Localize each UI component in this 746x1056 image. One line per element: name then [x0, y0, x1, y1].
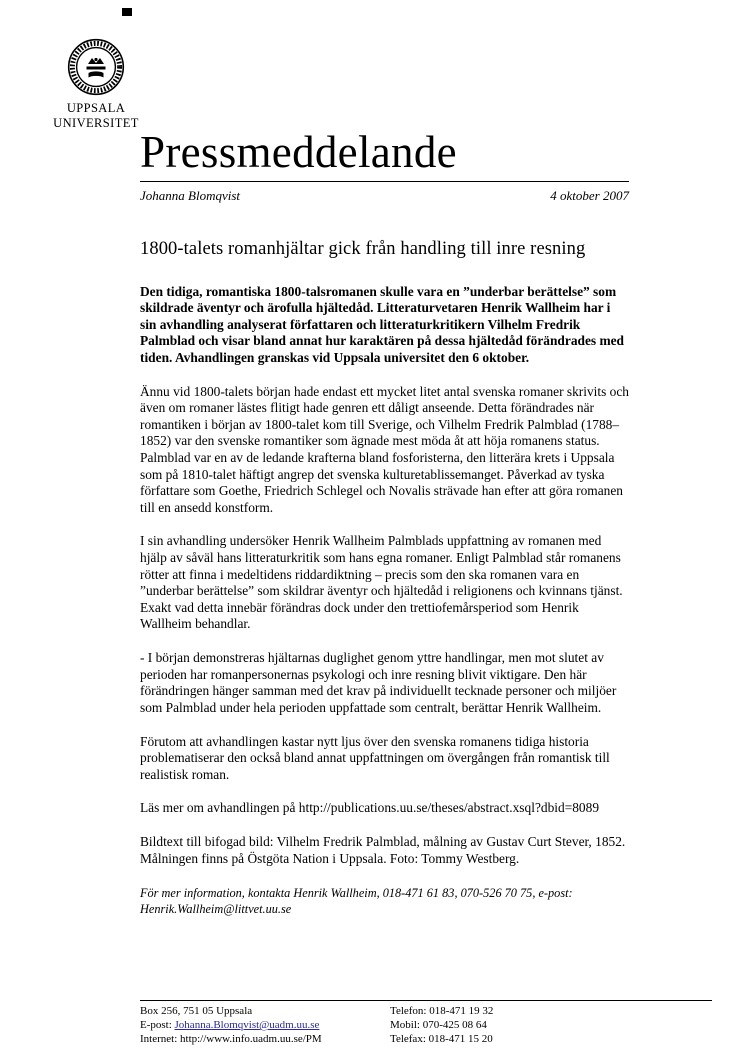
body-paragraph-2: I sin avhandling undersöker Henrik Wallheim Palmblads uppfattning av romanen med hjälp av såväl hans litteraturkritik som hans egna romaner. Enligt Palmblad står romanens rötter att finna i medeltidens riddardiktning – precis som den ska romanen vara en ”underbar berättelse” som skildrar äventyr och hjältedåd i religionens och kvinnans tjänst. Exakt vad detta innebär förändras dock under den trettiofemårsperiod som Henrik Wallheim behandlar.	[140, 533, 623, 632]
footer-mobile: Mobil: 070-425 08 64	[390, 1018, 487, 1031]
logo-wordmark-line1: UPPSALA	[66, 101, 126, 115]
image-caption-note: Bildtext till bifogad bild: Vilhelm Fredrik Palmblad, målning av Gustav Curt Stever, 1852. Målningen finns på Östgöta Nation i Uppsala. Foto: Tommy Westberg.	[140, 833, 626, 866]
body-paragraph-3: - I början demonstreras hjältarnas duglighet genom yttre handlingar, men mot slutet av perioden har romanpersonernas psykologi och inre resning blivit viktigare. Den här förändringen hänger samman med det krav på individuellt tecknade personer och miljöer som Palmblad under hela perioden uppfattade som centralt, berättar Henrik Wallheim.	[140, 650, 617, 715]
masthead-title: Pressmeddelande	[140, 127, 457, 177]
author-name: Johanna Blomqvist	[140, 187, 241, 203]
contact-info: För mer information, kontakta Henrik Wallheim, 018-471 61 83, 070-526 70 75, e-post: Henrik.Wallheim@littvet.uu.se	[140, 886, 573, 916]
footer-email-line	[140, 1019, 390, 1033]
byline	[140, 188, 629, 204]
header-rule	[140, 181, 629, 182]
footer-left-column	[140, 1005, 390, 1047]
logo-wordmark-line2: UNIVERSITET	[53, 115, 139, 130]
footer-internet: Internet: http://www.info.uadm.uu.se/PM	[140, 1032, 322, 1045]
footer-fax: Telefax: 018-471 15 20	[390, 1032, 493, 1045]
footer-address: Box 256, 751 05 Uppsala	[140, 1005, 253, 1017]
uppsala-university-seal-icon	[67, 38, 125, 96]
logo-wordmark	[38, 101, 154, 131]
footer-right-column	[390, 1005, 712, 1047]
document-body	[140, 128, 629, 918]
lead-paragraph: Den tidiga, romantiska 1800-talsromanen skulle vara en ”underbar berättelse” som skildrade äventyr och ärofulla hjältedåd. Litteraturvetaren Henrik Wallheim har i sin avhandling analyserat författaren och litteraturkritikern Vilhelm Fredrik Palmblad och visar bland annat hur karaktären på dessa hjältedåd förändrades med tiden. Avhandlingen granskas vid Uppsala universitet den 6 oktober.	[140, 283, 625, 365]
footer-phone: Telefon: 018-471 19 32	[390, 1005, 494, 1017]
print-registration-mark	[122, 8, 132, 16]
footer-email-label: E-post:	[140, 1018, 175, 1031]
body-paragraph-1: Ännu vid 1800-talets början hade endast ett mycket litet antal svenska romaner skrivits och även om romaner lästes flitigt hade genren ett dåligt anseende. Detta förändrades när romantiken i början av 1800-talet kom till Sverige, och Vilhelm Fredrik Palmblad (1788–1852) var den svenske romantiker som ägnade mest möda åt att höja romanens status. Palmblad var en av de ledande krafterna bland fosforisterna, den litterära krets i Uppsala som på 1810-talet häftigt angrep det svenska kulturetablissemanget. Påverkad av tyska författare som Goethe, Friedrich Schlegel och Novalis strävade han efter att göra romanen till en ansedd konstform.	[140, 383, 630, 515]
article-title: 1800-talets romanhjältar gick från handling till inre resning	[140, 238, 586, 259]
read-more-line: Läs mer om avhandlingen på http://publications.uu.se/theses/abstract.xsql?dbid=8089	[140, 800, 600, 816]
footer	[140, 1000, 712, 1047]
release-date: 4 oktober 2007	[550, 187, 629, 203]
university-logo	[38, 38, 154, 131]
body-paragraph-4: Förutom att avhandlingen kastar nytt ljus över den svenska romanens tidiga historia problematiserar den också bland annat uppfattningen om övergången från romantisk till realistisk roman.	[140, 733, 610, 782]
footer-email-link[interactable]: Johanna.Blomqvist@uadm.uu.se	[174, 1018, 320, 1031]
